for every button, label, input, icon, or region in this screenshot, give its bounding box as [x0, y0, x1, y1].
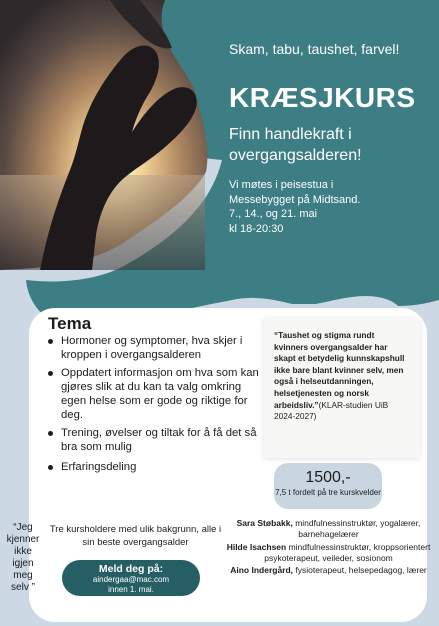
study-quote: [264, 318, 420, 458]
quote-source: (KLAR-studien UiB 2024-2027): [274, 399, 389, 422]
list-item: [226, 518, 431, 541]
list-item: [226, 542, 431, 565]
bullet-icon: [48, 339, 53, 344]
signup-label: Meld deg på:: [98, 563, 164, 575]
teacher-desc: mindfulnessinstruktør, yogalærer, barnehagelærer: [292, 518, 421, 540]
hero-subtitle: Finn handlekraft i overgangsalderen!: [229, 126, 362, 164]
teacher-name: Aino Indergård,: [230, 565, 294, 576]
list-item: Erfaringsdeling: [45, 460, 260, 474]
course-title: KRÆSJKURS: [229, 82, 416, 113]
topic-list: [45, 334, 260, 478]
bullet-icon: [48, 465, 53, 470]
side-quote: “Jeg kjenner ikke igjen meg selv ”: [6, 522, 40, 593]
signup-deadline: innen 1. mai.: [108, 584, 154, 594]
meeting-line: Messebygget på Midtsand.: [229, 193, 361, 206]
price-note: 7,5 t fordelt på tre kurskvelder: [275, 488, 381, 497]
teacher-desc: fysioterapeut, helsepedagog, lærer: [293, 565, 427, 576]
signup-button[interactable]: [62, 560, 200, 596]
list-item: Hormoner og symptomer, hva skjer i kroppen i overgangsalderen: [45, 334, 260, 362]
meeting-line: 7., 14., og 21. mai: [229, 208, 318, 220]
meeting-line: Vi møtes i peisestua i: [229, 179, 334, 191]
meeting-line: kl 18-20:30: [229, 222, 284, 235]
teacher-name: Hilde Isachsen: [226, 541, 287, 552]
teacher-list: [226, 518, 431, 577]
teacher-name: Sara Støbakk,: [236, 518, 293, 528]
list-item: [226, 565, 431, 576]
meeting-info: [229, 178, 429, 236]
list-item: Oppdatert informasjon om hva som kan gjøres slik at du kan ta valg omkring egen helse som er gode og riktige for deg.: [45, 366, 260, 422]
teachers-intro: Tre kursholdere med ulik bakgrunn, alle i sin beste overgangsalder: [49, 524, 222, 548]
signup-email[interactable]: aindergaa@mac.com: [92, 575, 170, 584]
price-amount: 1500,-: [305, 469, 351, 486]
bullet-icon: [48, 371, 53, 376]
teacher-desc: mindfulnessinstruktør, kroppsorientert psykoterapeut, veileder, sosionom: [264, 541, 431, 563]
bullet-icon: [48, 431, 53, 436]
hero-tagline: Skam, tabu, taushet, farvel!: [229, 41, 400, 57]
hero-photo: [0, 0, 240, 270]
price-badge: [274, 463, 382, 509]
list-item: Trening, øvelser og tiltak for å få det så bra som mulig: [45, 426, 260, 454]
tema-heading: Tema: [48, 314, 92, 333]
quote-text: “Taushet og stigma rundt kvinners overgangsalder har skapt et betydelig kunnskapshull ikke bare blant kvinner selv, men også i helseutdanningen, helsetjenesten og norsk arbeidsliv.”: [274, 330, 405, 410]
